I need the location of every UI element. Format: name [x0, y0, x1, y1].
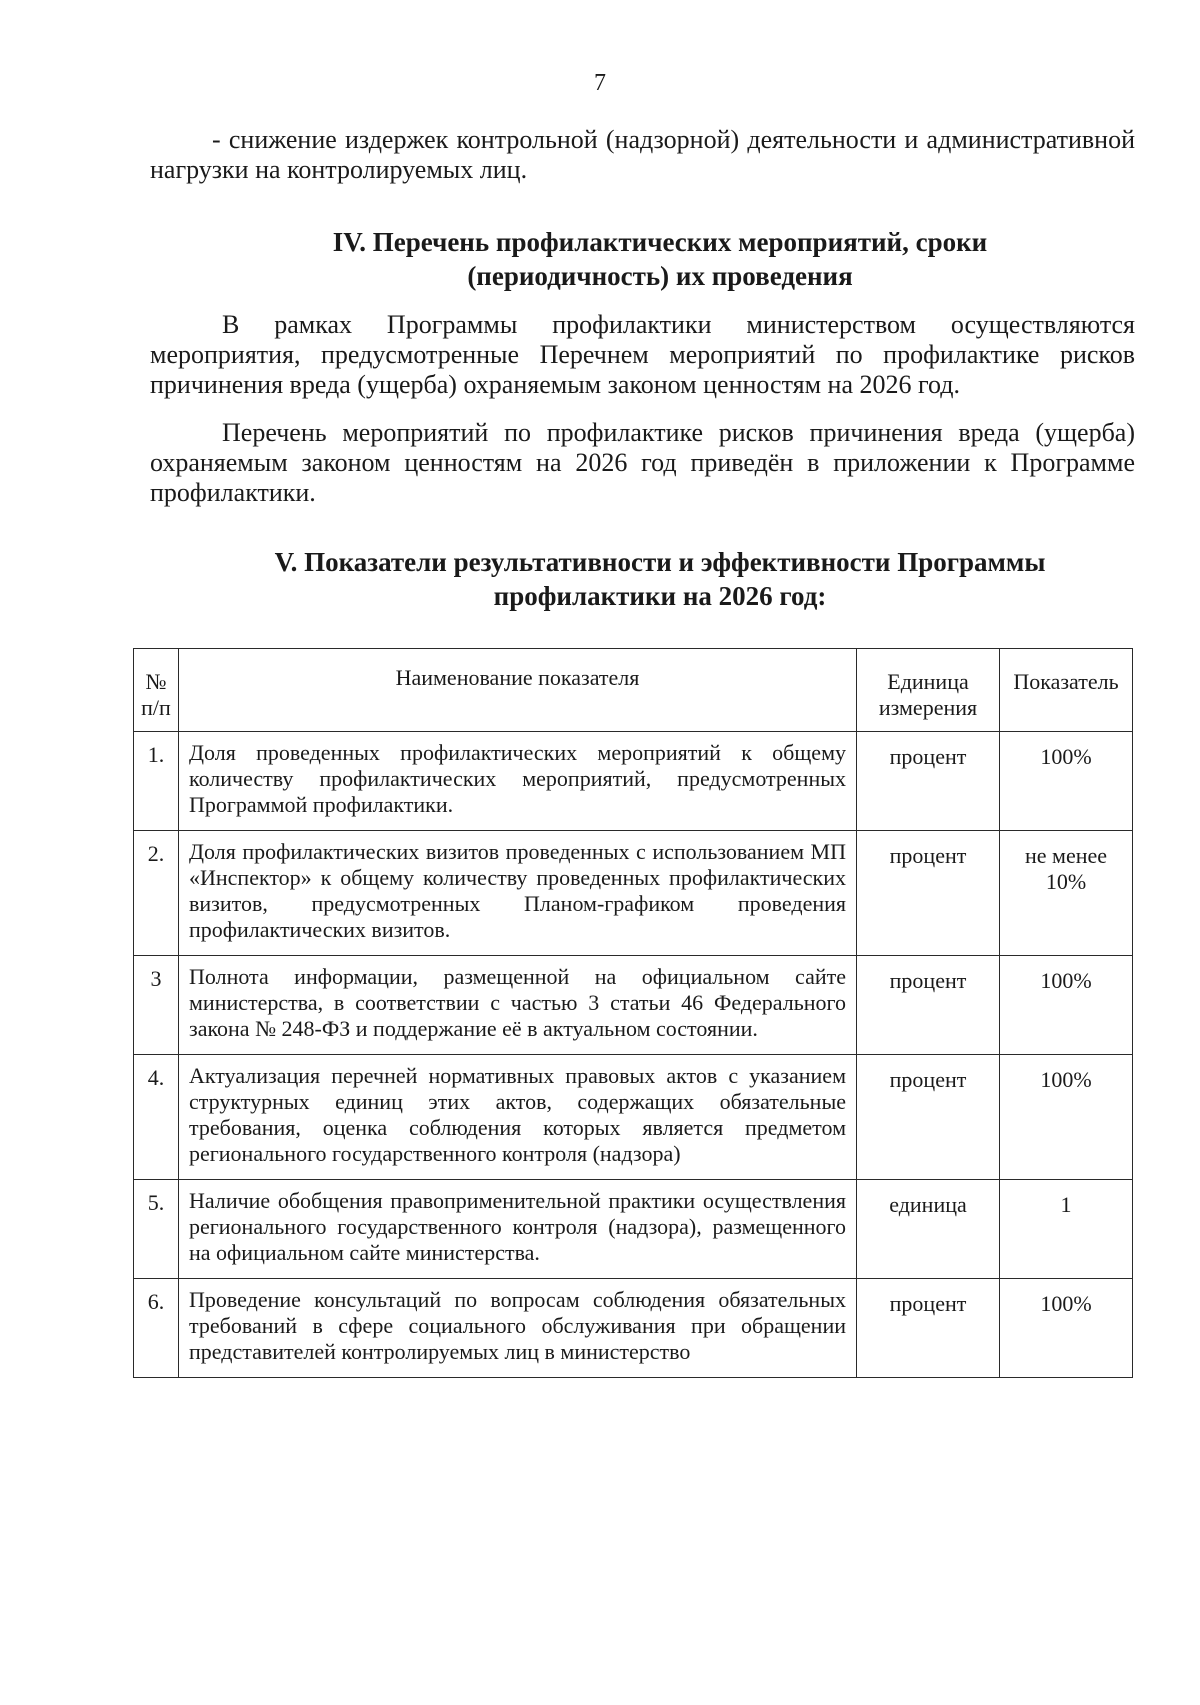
row-number: 5.: [134, 1180, 179, 1279]
row-number: 3: [134, 956, 179, 1055]
table-row: [134, 1055, 1133, 1180]
row-unit: процент: [857, 956, 1000, 1055]
section-4-paragraph-2: Перечень мероприятий по профилактике рисков причинения вреда (ущерба) охраняемым законом ценностям на 2026 год приведён в приложении к Программе профилактики.: [150, 418, 1135, 507]
row-unit: процент: [857, 1279, 1000, 1378]
row-indicator-name: Доля проведенных профилактических мероприятий к общему количеству профилактических мероприятий, предусмотренных Программой профилактики.: [179, 732, 857, 831]
row-indicator-name: Доля профилактических визитов проведенных с использованием МП «Инспектор» к общему количеству проведенных профилактических визитов, предусмотренных Планом-графиком проведения профилактических визитов.: [179, 831, 857, 956]
row-number: 2.: [134, 831, 179, 956]
row-value: 100%: [1000, 1055, 1133, 1180]
table-row: [134, 831, 1133, 956]
section-4-paragraph-1: В рамках Программы профилактики министерством осуществляются мероприятия, предусмотренные Перечнем мероприятий по профилактике рисков причинения вреда (ущерба) охраняемым законом ценностям на 2026 год.: [150, 310, 1135, 399]
table-row: [134, 1180, 1133, 1279]
table-row: [134, 732, 1133, 831]
table-header-row: [134, 649, 1133, 732]
page-number: 7: [594, 70, 606, 96]
section-4-heading: IV. Перечень профилактических мероприятий, сроки (периодичность) их проведения: [332, 227, 988, 291]
header-number: № п/п: [134, 649, 179, 732]
row-value: 100%: [1000, 1279, 1133, 1378]
row-indicator-name: Наличие обобщения правоприменительной практики осуществления регионального государственного контроля (надзора), размещенного на официальном сайте министерства.: [179, 1180, 857, 1279]
intro-paragraph: - снижение издержек контрольной (надзорной) деятельности и административной нагрузки на контролируемых лиц.: [150, 125, 1135, 184]
row-unit: процент: [857, 732, 1000, 831]
row-indicator-name: Актуализация перечней нормативных правовых актов с указанием структурных единиц этих актов, содержащих обязательные требования, оценка соблюдения которых является предметом регионального государственного контроля (надзора): [179, 1055, 857, 1180]
table-row: [134, 956, 1133, 1055]
row-value: 100%: [1000, 956, 1133, 1055]
header-indicator-name: Наименование показателя: [179, 649, 857, 732]
row-number: 4.: [134, 1055, 179, 1180]
section-5-heading: V. Показатели результативности и эффективности Программы профилактики на 2026 год:: [274, 547, 1046, 611]
row-value: 1: [1000, 1180, 1133, 1279]
row-value: 100%: [1000, 732, 1133, 831]
row-number: 6.: [134, 1279, 179, 1378]
row-value: не менее 10%: [1000, 831, 1133, 956]
table-row: [134, 1279, 1133, 1378]
header-value: Показатель: [1000, 649, 1133, 732]
row-indicator-name: Полнота информации, размещенной на официальном сайте министерства, в соответствии с частью 3 статьи 46 Федерального закона № 248-ФЗ и поддержание её в актуальном состоянии.: [179, 956, 857, 1055]
row-indicator-name: Проведение консультаций по вопросам соблюдения обязательных требований в сфере социального обслуживания при обращении представителей контролируемых лиц в министерство: [179, 1279, 857, 1378]
row-unit: процент: [857, 831, 1000, 956]
row-number: 1.: [134, 732, 179, 831]
indicators-table: [133, 648, 1133, 1378]
row-unit: процент: [857, 1055, 1000, 1180]
header-unit: Единица измерения: [857, 649, 1000, 732]
row-unit: единица: [857, 1180, 1000, 1279]
